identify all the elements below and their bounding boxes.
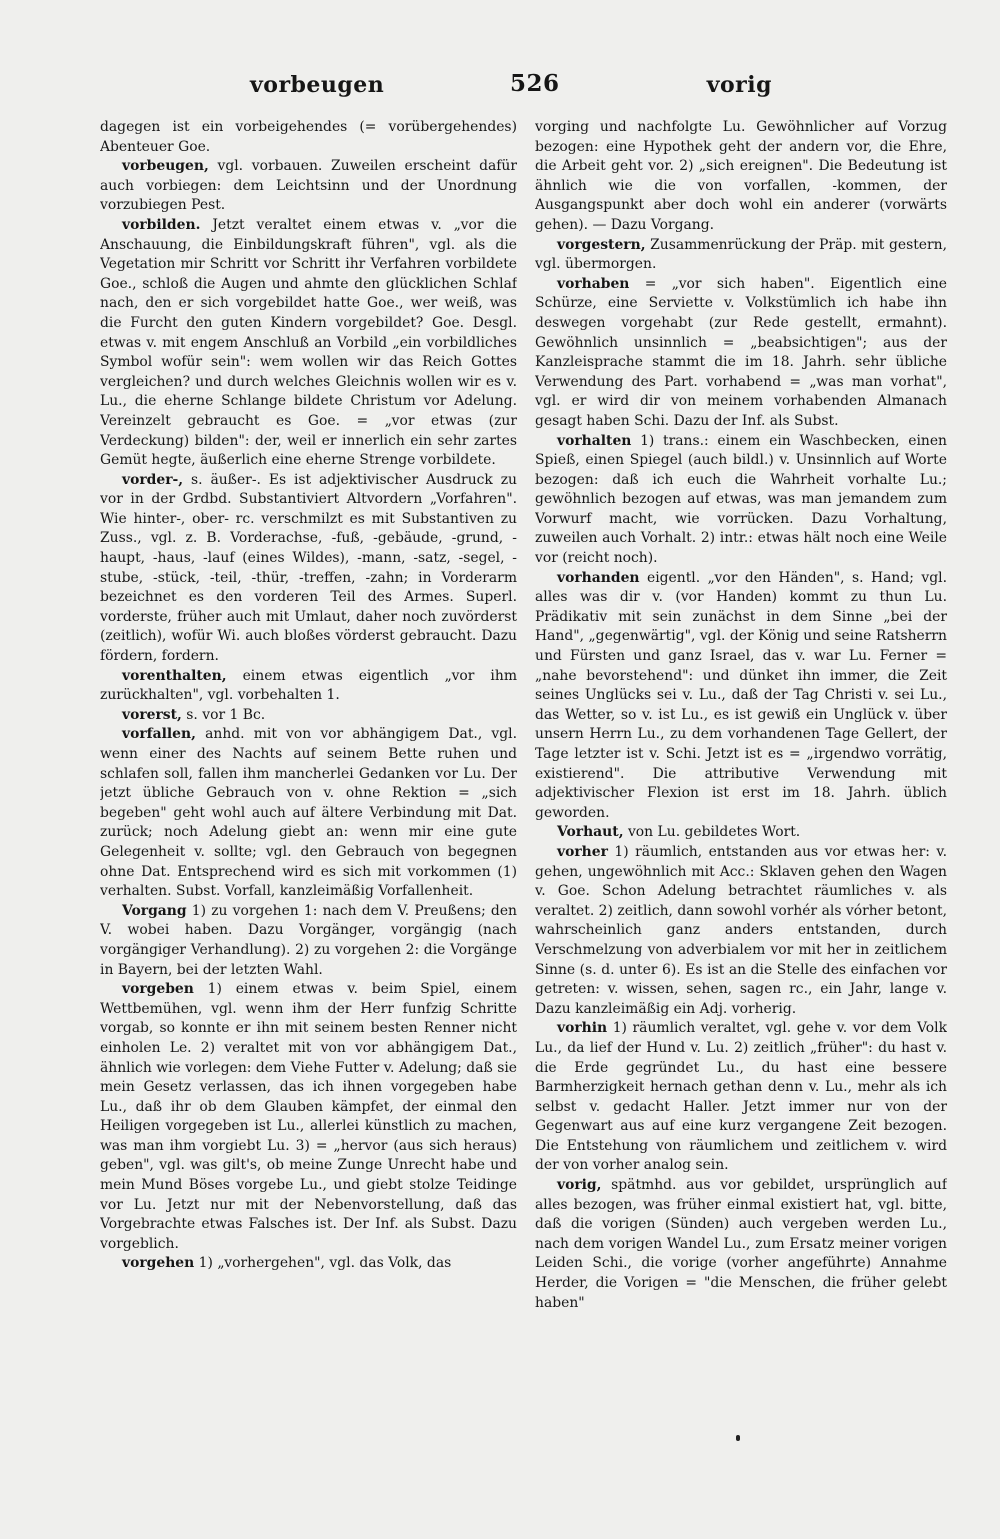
entry-text: Jetzt veraltet einem etwas v. „vor die Anschauung, die Einbildungskraft führen", vgl. als die Vegetation mir Schritt vor Schritt ihr Verfahren vorbildete Goe., schloß die Augen und ahmte den glücklichen Schlaf nach, den er sich vorgebildet hatte Goe., wer weiß, was die Furcht den guten Kindern vorgebildet? Goe. Desgl. etwas v. mit engem Anschluß an Vorbild „ein vorbildliches Symbol wofür sein": wem wollen wir das Reich Gottes vergleichen? und durch welches Gleichnis wollen wir es v. Lu., die eherne Schlange bildete Christum vor Adelung. Vereinzelt gebraucht es Goe. = „vor etwas (zur Verdeckung) bilden": der, weil er innerlich ein sehr zartes Gemüt hegte, äußerlich eine eherne Strenge vorbildete. — [100, 216, 517, 469]
entry-headword: vorerst, — [122, 706, 182, 723]
page-number: 526 — [510, 70, 560, 97]
entry-text: 1) „vorhergehen", vgl. das Volk, das — [194, 1255, 452, 1272]
entry-text: 1) trans.: einem ein Waschbecken, einen Spieß, einen Spiegel (auch bildl.) v. Unsinnlich auf Worte bezogen: daß ich euch die Wahrheit vorhalte Lu.; gewöhnlich bezogen auf etwas, was man jemandem zum Vorwurf macht, wie vorrücken. Dazu Vorhaltung, zuweilen auch Vorhalt. 2) intr.: etwas hält noch eine Weile vor (reicht noch). — [535, 432, 947, 567]
dictionary-entry — [535, 236, 947, 275]
entry-headword: vorgehen — [122, 1255, 195, 1272]
entry-text: vgl. vorbauen. Zuweilen erscheint dafür auch vorbiegen: dem Leichtsinn und der Unordnung vorzubiegen Pest. — [100, 158, 517, 214]
entry-headword: vorhaben — [557, 275, 630, 292]
left-column — [100, 118, 517, 1428]
dictionary-entry — [100, 902, 517, 980]
entry-text: s. vor 1 Bc. — [181, 706, 266, 723]
entry-text: Zusammenrückung der Präp. mit gestern, vgl. übermorgen. — [535, 236, 947, 273]
entry-headword: vorher — [557, 843, 608, 860]
page-header — [100, 66, 900, 106]
header-right-catchword: vorig — [706, 72, 772, 98]
entry-text: s. äußer-. Es ist adjektivischer Ausdruck zu vor in der Grdbd. Substantiviert Altvordern „Vorfahren". Wie hinter-, ober- rc. verschmilzt es mit Substantiven zu Zuss., vgl. z. B. Vorderachse, -fuß, -gebäude, -grund, -haupt, -haus, -lauf (eines Wildes), -mann, -satz, -segel, -stube, -stück, -teil, -thür, -treffen, -zahn; in Vorderarm bezeichnet es den vorderen Teil des Armes. Superl. vorderste, früher auch mit Umlaut, daher noch zuvörderst (zeitlich), wofür Wi. auch bloßes vörderst gebraucht. Dazu fördern, fordern. — [100, 471, 517, 665]
dictionary-entry — [100, 216, 517, 471]
entry-text: einem etwas eigentlich „vor ihm zurückhalten", vgl. vorbehalten 1. — [100, 667, 517, 704]
entry-headword: vorbeugen, — [122, 158, 209, 175]
entry-headword: vorig, — [557, 1177, 602, 1194]
entry-text: anhd. mit von vor abhängigem Dat., vgl. wenn einer des Nachts auf seinem Bette ruhen und schlafen soll, fallen ihm mancherlei Gedanken vor Lu. Der jetzt übliche Gebrauch von v. ohne Rektion = „sich begeben" geht wohl auch auf ältere Verbindung mit Dat. zurück; noch Adelung giebt an: wenn mir eine gute Gelegenheit v. sollte; vgl. den Gebrauch von begegnen ohne Dat. Entsprechend wird es sich mit vorkommen (1) verhalten. Subst. Vorfall, kanzleimäßig Vorfallenheit. — [100, 726, 517, 900]
entry-headword: vorbilden. — [122, 216, 201, 233]
entry-headword: vorgeben — [122, 981, 194, 998]
entry-headword: vorhalten — [557, 432, 632, 449]
dictionary-entry — [100, 725, 517, 901]
header-left-catchword: vorbeugen — [250, 72, 385, 98]
entry-headword: vorgestern, — [557, 236, 646, 253]
dictionary-entry — [535, 1176, 947, 1313]
dictionary-entry — [535, 569, 947, 824]
ink-speck — [736, 1435, 740, 1441]
dictionary-entry — [100, 706, 517, 726]
entry-headword: vorder-, — [122, 471, 184, 488]
entry-headword: vorenthalten, — [122, 667, 227, 684]
entry-headword: vorhanden — [557, 569, 640, 586]
entry-text: 1) räumlich, entstanden aus vor etwas her: v. gehen, ungewöhnlich mit Acc.: Sklaven gehen den Wagen v. Goe. Schon Adelung betrachtet räumliches v. als veraltet. 2) zeitlich, dann sowohl vorhér als vórher betont, wahrscheinlich ganz anders entstanden, durch Verschmelzung von adverbialem vor mit her in zeitlichem Sinne (s. d. unter 6). Es ist an die Stelle des einfachen vor getreten: v. wissen, sehen, sagen rc., ein Jahr, lange v. Dazu kanzleimäßig ein Adj. vorherig. — [535, 843, 947, 1017]
entry-headword: Vorgang — [122, 902, 187, 919]
entry-text: = „vor sich haben". Eigentlich eine Schürze, eine Serviette v. Volkstümlich ich habe ihn deswegen vorgehabt (zur Rede gestellt, ermahnt). Gewöhnlich unsinnlich = „beabsichtigen"; aus der Kanzleisprache stammt die im 18. Jahrh. sehr übliche Verwendung des Part. vorhabend = „was man vorhat", vgl. er wird dir von meinem vorhabenden Almanach gesagt haben Schi. Dazu der Inf. als Subst. — [535, 275, 947, 429]
dictionary-entry — [535, 275, 947, 432]
entry-text: 1) räumlich veraltet, vgl. gehe v. vor dem Volk Lu., da lief der Hund v. Lu. 2) zeitlich „früher": du hast v. die Erde gegründet Lu., du hast eine bessere Barmherzigkeit hernach gethan denn v. Lu., mehr als ich selbst v. gedacht Haller. Jetzt immer nur von der Gegenwart aus auf eine kurz vergangene Zeit bezogen. Die Entstehung von räumlichem und zeitlichem v. wird der von vorher analog sein. — [535, 1020, 947, 1174]
dictionary-entry — [100, 118, 517, 157]
entry-text: 1) einem etwas v. beim Spiel, einem Wettbemühen, vgl. wenn ihm der Herr funfzig Schritte vorgab, so konnte er ihn mit seinem besten Renner nicht einholen Le. 2) veraltet mit von vor abhängigem Dat., ähnlich wie vorlegen: dem Viehe Futter v. Adelung; daß sie mein Gesetz verlassen, das ich ihnen vorgegeben habe Lu., daß ihr ob dem Glauben kämpfet, der einmal den Heiligen vorgegeben ist Lu., allerlei künstlich zu machen, was man ihm vorgiebt Lu. 3) = „hervor (aus sich heraus) geben", vgl. was gilt's, ob meine Zunge Unrecht habe und mein Mund Böses vorgebe Lu., und giebt stolze Teidinge vor Lu. Jetzt nur mit der Nebenvorstellung, daß das Vorgebrachte etwas Falsches ist. Der Inf. als Subst. Dazu vorgeblich. — [100, 981, 517, 1252]
dictionary-entry — [100, 157, 517, 216]
entry-headword: Vorhaut, — [557, 824, 624, 841]
dictionary-entry — [100, 471, 517, 667]
dictionary-entry — [100, 1254, 517, 1274]
dictionary-entry — [535, 843, 947, 1019]
entry-text: 1) zu vorgehen 1: nach dem V. Preußens; den V. wobei haben. Dazu Vorgänger, vorgängig (nach vorgängiger Verhandlung). 2) zu vorgehen 2: die Vorgänge in Bayern, bei der letzten Wahl. — [100, 902, 517, 978]
dictionary-entry — [535, 1019, 947, 1176]
entry-text: dagegen ist ein vorbeigehendes (= vorübergehendes) Abenteuer Goe. — [100, 119, 517, 155]
right-column — [535, 118, 947, 1458]
dictionary-entry — [535, 118, 947, 236]
dictionary-entry — [100, 667, 517, 706]
entry-text: eigentl. „vor den Händen", s. Hand; vgl. alles was dir v. (vor Handen) kommt zu thun Lu. Prädikativ mit sein zunächst in dem Sinne „bei der Hand", „gegenwärtig", vgl. der König und seine Ratsherrn und Fürsten und ganz Israel, das v. war Lu. Ferner = „nahe bevorstehend": und dünket ihn immer, die Zeit seines Unglücks sei v. Lu., daß der Tag Christi v. sei Lu., das Wetter, so v. ist Lu., es ist gewiß ein Unglück v. über unsern Herrn Lu., zu dem vorhandenen Tage Gellert, der Tage letzter ist v. Schi. Jetzt ist es = „irgendwo vorrätig, existierend". Die attributive Verwendung mit adjektivischer Flexion ist erst im 18. Jahrh. üblich geworden. — [535, 569, 947, 821]
entry-text: vorging und nachfolgte Lu. Gewöhnlicher auf Vorzug bezogen: eine Hypothek geht der andern vor, die Ehre, die Arbeit geht vor. 2) „sich ereignen". Die Bedeutung ist ähnlich wie die von vorfallen, -kommen, der Ausgangspunkt aber doch wohl ein anderer (vorwärts gehen). — Dazu Vorgang. — [535, 119, 947, 233]
dictionary-entry — [535, 823, 947, 843]
entry-headword: vorfallen, — [122, 726, 196, 743]
dictionary-entry — [100, 980, 517, 1254]
entry-headword: vorhin — [557, 1020, 608, 1037]
entry-text: spätmhd. aus vor gebildet, ursprünglich auf alles bezogen, was früher einmal existiert hat, vgl. bitte, daß die vorigen (Sünden) auch vergeben werden Lu., nach dem vorigen Wandel Lu., zum Ersatz meiner vorigen Leiden Schi., die vorige (vorher angeführte) Annahme Herder, die Vorigen = "die Menschen, die früher gelebt haben" — [535, 1177, 947, 1311]
entry-text: von Lu. gebildetes Wort. — [623, 824, 801, 841]
dictionary-entry — [535, 432, 947, 569]
